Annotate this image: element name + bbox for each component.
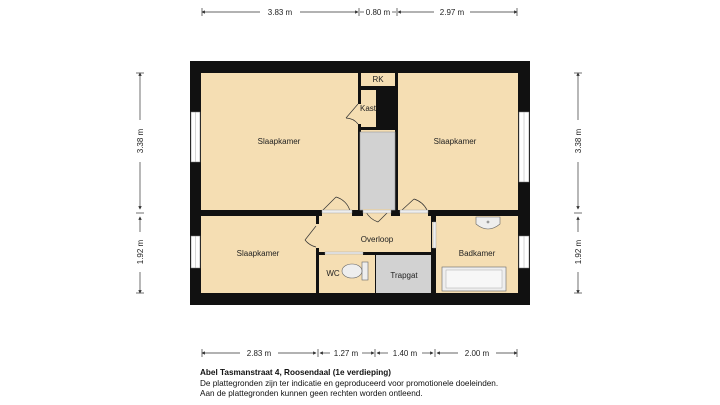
room-label-slaapkamer-sw: Slaapkamer <box>236 249 280 258</box>
bathtub-icon <box>442 267 506 291</box>
room-label-rk: RK <box>372 75 384 84</box>
dim-right-1: 3.38 m <box>574 128 583 154</box>
room-label-overloop: Overloop <box>360 235 394 244</box>
dim-top-1: 3.83 m <box>267 8 293 17</box>
stair-void-upper <box>360 132 395 210</box>
caption-title: Abel Tasmanstraat 4, Roosendaal (1e verdieping) <box>200 368 391 377</box>
dim-bottom-2: 1.27 m <box>333 349 359 358</box>
dim-bottom-1: 2.83 m <box>246 349 272 358</box>
dim-right-2: 1.92 m <box>574 239 583 265</box>
room-label-badkamer: Badkamer <box>458 249 496 258</box>
room-label-slaapkamer-nw: Slaapkamer <box>257 137 301 146</box>
dim-top-2: 0.80 m <box>365 8 391 17</box>
caption-line-1: De plattegronden zijn ter indicatie en geproduceerd voor promotionele doeleinden. <box>200 378 499 388</box>
room-overloop <box>319 216 431 252</box>
dimension-top <box>202 8 517 16</box>
caption-line-2: Aan de plattegronden kunnen geen rechten worden ontleend. <box>200 389 423 398</box>
dim-left-2: 1.92 m <box>136 239 145 265</box>
room-label-wc: WC <box>326 269 340 278</box>
plan-caption <box>200 368 498 400</box>
room-label-slaapkamer-ne: Slaapkamer <box>433 137 477 146</box>
dim-bottom-4: 2.00 m <box>464 349 490 358</box>
dim-bottom-3: 1.40 m <box>392 349 418 358</box>
dim-left-1: 3.38 m <box>136 128 145 154</box>
room-label-kast: Kast <box>359 104 377 113</box>
dim-top-3: 2.97 m <box>439 8 465 17</box>
room-label-trapgat: Trapgat <box>390 271 418 280</box>
